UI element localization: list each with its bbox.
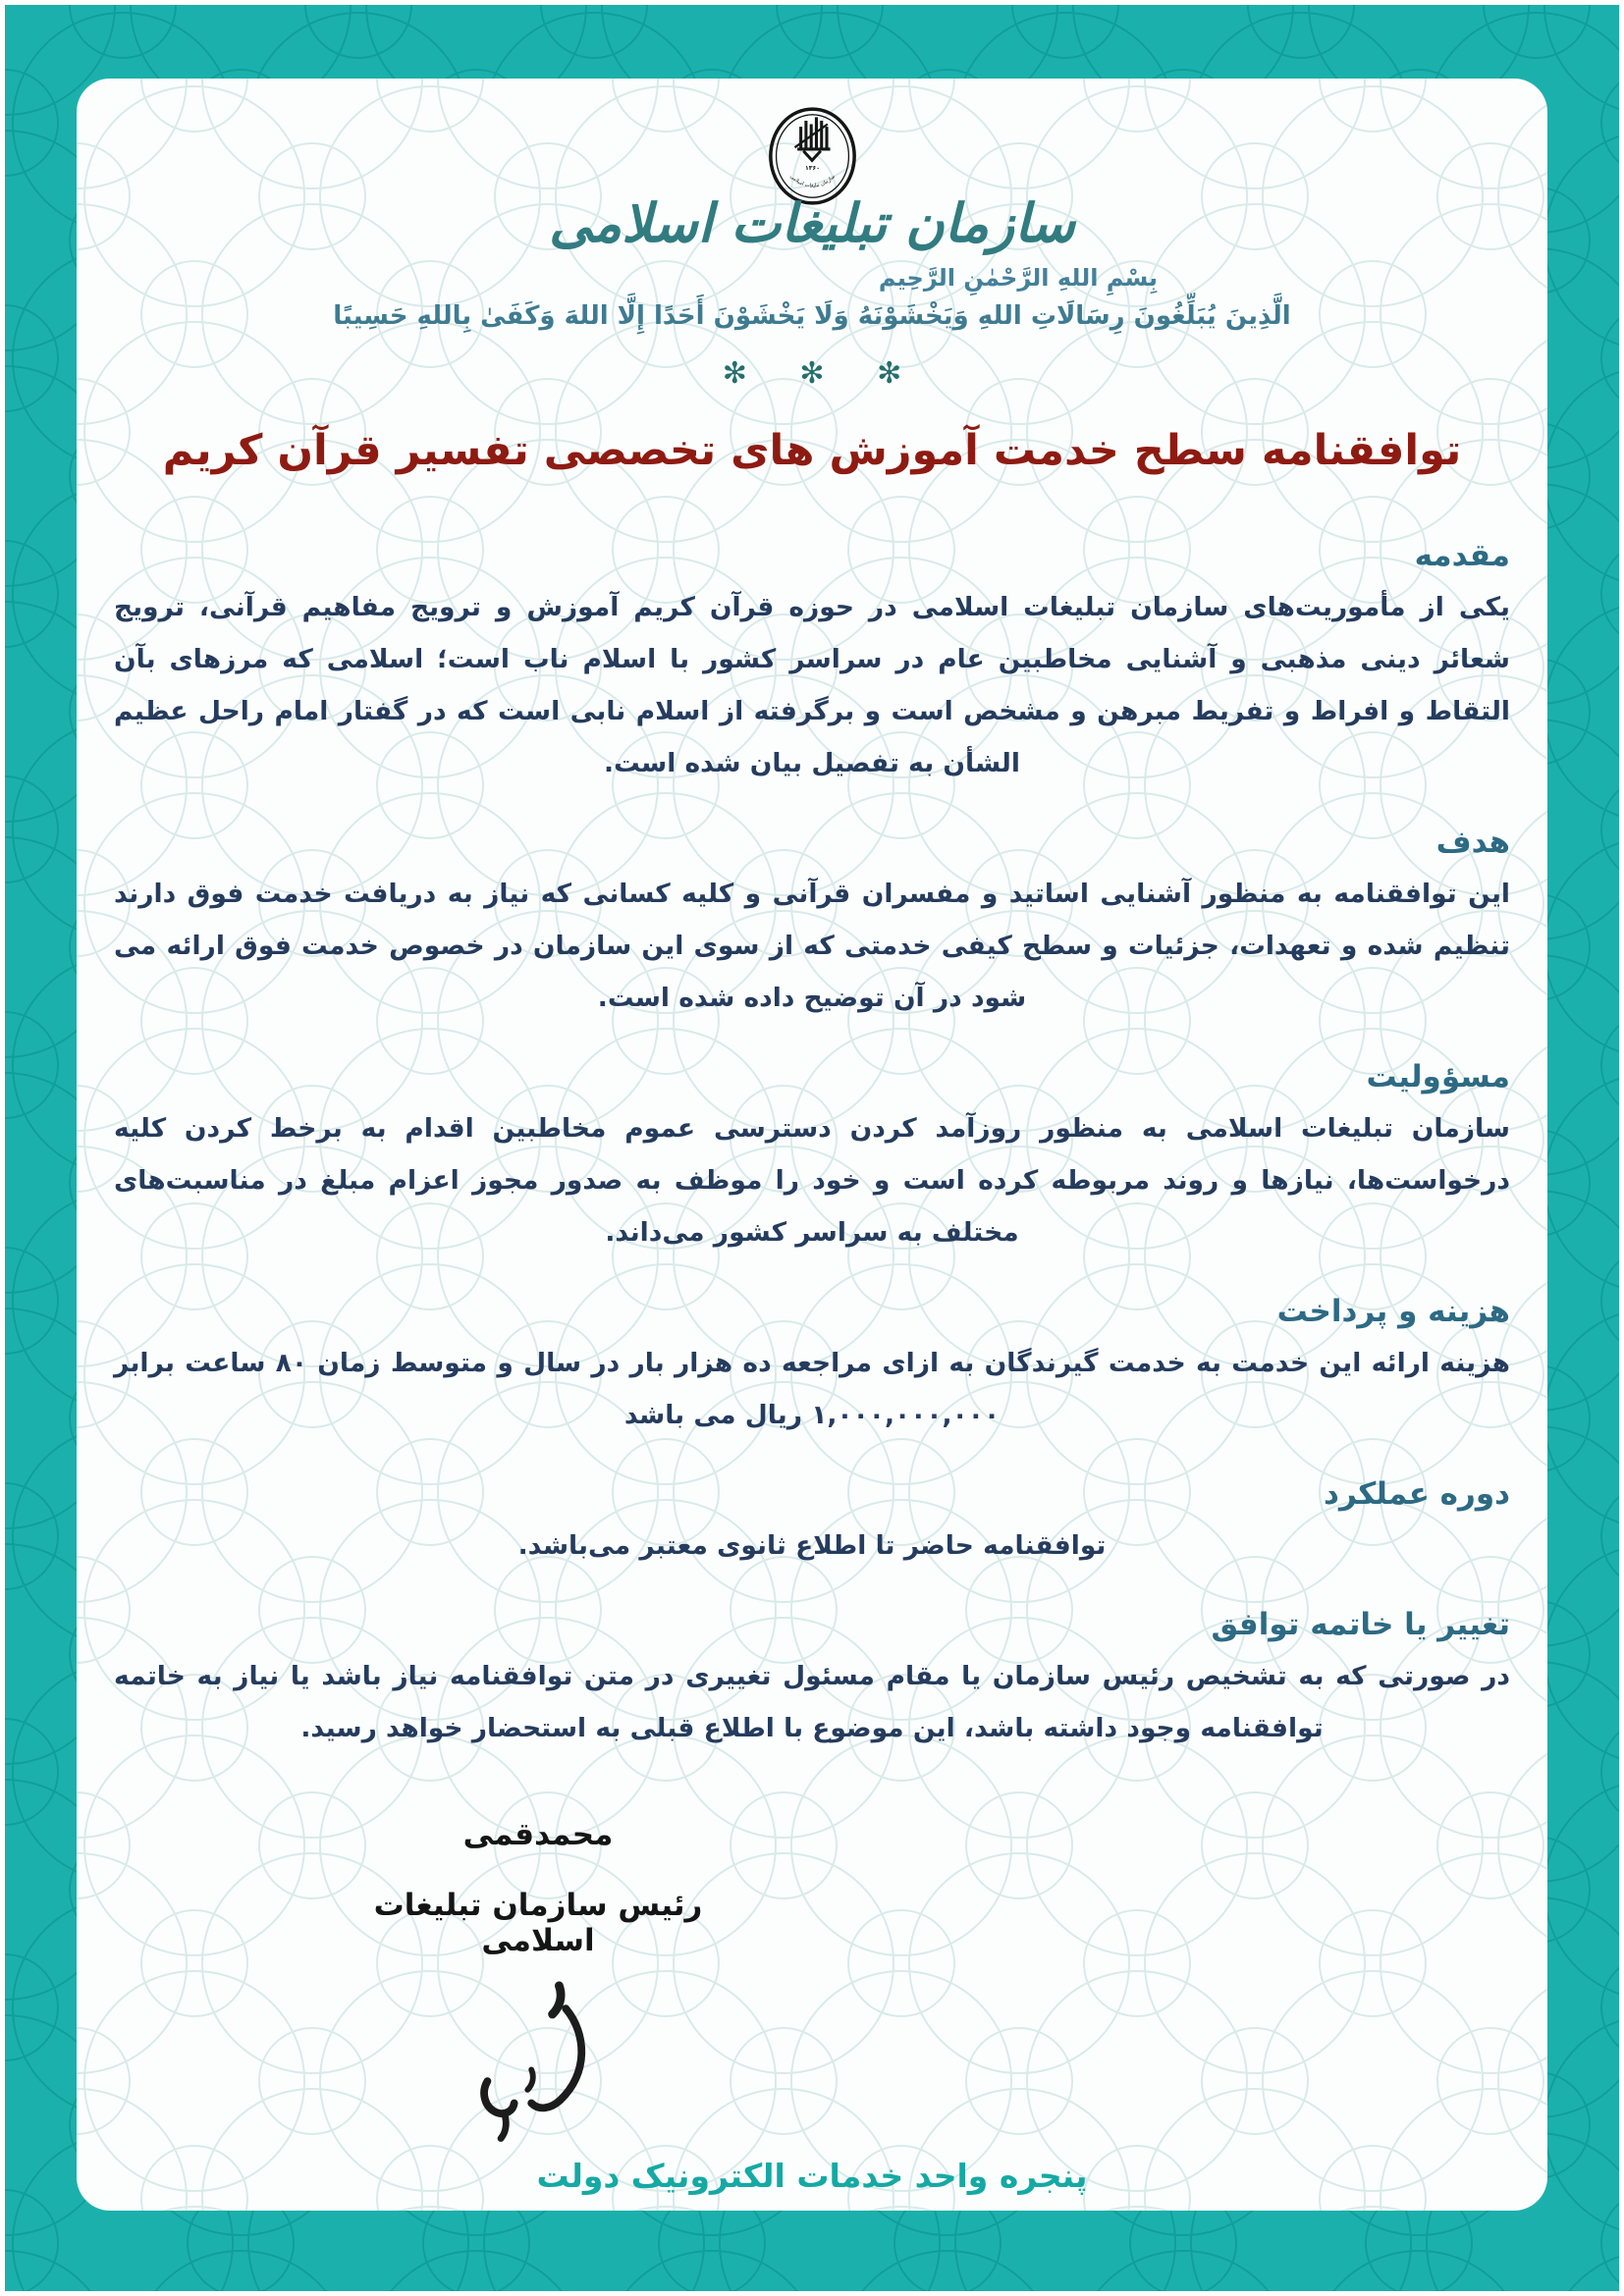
section-introduction <box>114 538 1510 789</box>
section-heading: مقدمه <box>1414 538 1510 573</box>
logo-year: ۱۳۶۰ <box>804 165 820 173</box>
sections-list <box>114 538 1510 1789</box>
section-cost-payment <box>114 1294 1510 1441</box>
content-card <box>77 79 1547 2211</box>
section-heading: هزینه و پرداخت <box>1276 1294 1510 1329</box>
document-title: توافقنامه سطح خدمت آموزش های تخصصی تفسیر قرآن کریم <box>162 426 1462 475</box>
organization-emblem-icon <box>707 106 918 206</box>
section-body: در صورتی که به تشخیص رئیس سازمان یا مقام مسئول تغییری در متن توافقنامه نیاز باشد یا نیاز به خاتمه توافقنامه وجود داشته باشد، این موضوع با اطلاع قبلی به استحضار خواهد رسید. <box>114 1661 1510 1743</box>
section-goal <box>114 825 1510 1024</box>
section-body: یکی از مأموریت‌های سازمان تبلیغات اسلامی در حوزه قرآن کریم آموزش و ترویج مفاهیم قرآنی، ترویج شعائر دینی مذهبی و آشنایی مخاطبین عام در سراسر کشور با اسلام ناب است؛ اسلامی که مرزهای بآن التقاط و افراط و تفریط مبرهن و مشخص است و برگرفته از اسلام نابی است که در گفتار امام راحل عظیم الشأن به تفصیل بیان شده است. <box>114 592 1510 778</box>
svg-text:سازمان تبلیغات اسلامی <box>788 174 837 189</box>
section-heading: هدف <box>1435 825 1510 860</box>
kufic-allah-monogram <box>794 117 830 160</box>
section-heading: تغییر یا خاتمه توافق <box>1211 1607 1510 1642</box>
section-performance-period <box>114 1476 1510 1572</box>
bismillah-text: بِسْمِ اللهِ الرَّحْمٰنِ الرَّحِيم <box>878 264 1159 292</box>
logo-ring-text: سازمان تبلیغات اسلامی <box>787 174 837 189</box>
signatory-name: محمدقمی <box>462 1817 614 1852</box>
divider-stars: ✻ ✻ ✻ <box>722 356 924 391</box>
footer-text: پنجره واحد خدمات الکترونیک دولت <box>536 2157 1088 2195</box>
org-calligraphy: سازمان تبلیغات اسلامی <box>549 192 1075 254</box>
signature-block <box>322 1817 754 2157</box>
section-body: توافقنامه حاضر تا اطلاع ثانوی معتبر می‌باشد. <box>517 1530 1107 1561</box>
section-heading: دوره عملکرد <box>1324 1476 1510 1512</box>
section-heading: مسؤولیت <box>1366 1059 1510 1095</box>
section-change-termination <box>114 1607 1510 1754</box>
card-content <box>77 79 1547 2211</box>
quran-verse: الَّذِينَ يُبَلِّغُونَ رِسَالَاتِ اللهِ وَيَخْشَوْنَهُ وَلَا يَخْشَوْنَ أَحَدًا إِلَّا اللهَ وَكَفَىٰ بِاللهِ حَسِيبًا <box>333 301 1291 331</box>
signatory-role: رئیس سازمان تبلیغات اسلامی <box>373 1888 703 1958</box>
signature-scribble-icon <box>464 1980 612 2157</box>
section-body: این توافقنامه به منظور آشنایی اساتید و مفسران قرآنی و کلیه کسانی که نیاز به دریافت خدمت فوق دارند تنظیم شده و تعهدات، جزئیات و سطح کیفی خدمتی که از سوی این سازمان در خصوص خدمت فوق ارائه می شود در آن توضیح داده شده است. <box>114 879 1510 1013</box>
section-responsibility <box>114 1059 1510 1258</box>
section-body: هزینه ارائه این خدمت به خدمت گیرندگان به ازای مراجعه ده هزار بار در سال و متوسط زمان ۸۰ ساعت برابر ۱,۰۰۰,۰۰۰,۰۰۰ ریال می باشد <box>114 1348 1510 1430</box>
section-body: سازمان تبلیغات اسلامی به منظور روزآمد کردن دسترسی عموم مخاطبین اقدام به برخط کردن کلیه درخواست‌ها، نیازها و روند مربوطه کرده است و خود را موظف به صدور مجوز اعزام مبلغ در مناسبت‌های مختلف به سراسر کشور می‌داند. <box>114 1113 1510 1248</box>
